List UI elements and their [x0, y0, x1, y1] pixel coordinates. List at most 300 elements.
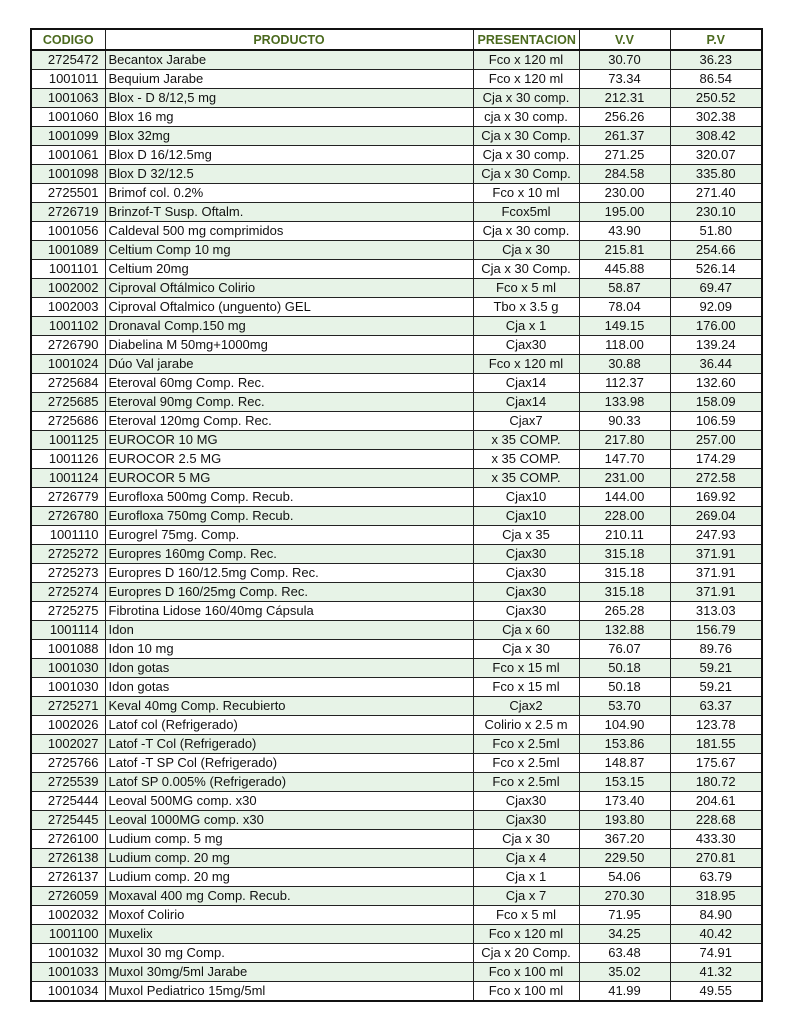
cell-codigo: 1001110 — [31, 526, 105, 545]
cell-pv: 272.58 — [670, 469, 762, 488]
cell-presentacion: Cja x 30 — [473, 241, 579, 260]
cell-producto: Blox 32mg — [105, 127, 473, 146]
cell-pv: 269.04 — [670, 507, 762, 526]
cell-presentacion: Cja x 35 — [473, 526, 579, 545]
cell-vv: 153.15 — [579, 773, 670, 792]
cell-vv: 315.18 — [579, 564, 670, 583]
cell-pv: 313.03 — [670, 602, 762, 621]
table-row — [31, 165, 762, 184]
cell-codigo: 2726790 — [31, 336, 105, 355]
cell-pv: 257.00 — [670, 431, 762, 450]
cell-vv: 50.18 — [579, 678, 670, 697]
header-vv: V.V — [579, 29, 670, 50]
cell-vv: 50.18 — [579, 659, 670, 678]
cell-codigo: 1001088 — [31, 640, 105, 659]
cell-presentacion: Cjax30 — [473, 811, 579, 830]
cell-codigo: 2725686 — [31, 412, 105, 431]
cell-presentacion: Cjax30 — [473, 336, 579, 355]
cell-presentacion: Cja x 30 Comp. — [473, 165, 579, 184]
table-row — [31, 792, 762, 811]
cell-producto: Dúo Val jarabe — [105, 355, 473, 374]
cell-vv: 34.25 — [579, 925, 670, 944]
table-row — [31, 697, 762, 716]
cell-codigo: 1001100 — [31, 925, 105, 944]
cell-codigo: 1002002 — [31, 279, 105, 298]
cell-pv: 63.79 — [670, 868, 762, 887]
table-row — [31, 849, 762, 868]
table-row — [31, 830, 762, 849]
cell-presentacion: Fcox5ml — [473, 203, 579, 222]
cell-pv: 433.30 — [670, 830, 762, 849]
cell-codigo: 2726137 — [31, 868, 105, 887]
table-row — [31, 50, 762, 70]
cell-pv: 139.24 — [670, 336, 762, 355]
cell-presentacion: Cja x 30 comp. — [473, 89, 579, 108]
cell-codigo: 2725271 — [31, 697, 105, 716]
table-row — [31, 602, 762, 621]
cell-pv: 132.60 — [670, 374, 762, 393]
cell-producto: EUROCOR 2.5 MG — [105, 450, 473, 469]
table-row — [31, 982, 762, 1002]
cell-presentacion: Cjax30 — [473, 583, 579, 602]
table-row — [31, 469, 762, 488]
table-row — [31, 279, 762, 298]
cell-producto: Eteroval 120mg Comp. Rec. — [105, 412, 473, 431]
cell-codigo: 1001056 — [31, 222, 105, 241]
cell-codigo: 2726780 — [31, 507, 105, 526]
table-row — [31, 184, 762, 203]
table-row — [31, 811, 762, 830]
cell-pv: 92.09 — [670, 298, 762, 317]
cell-codigo: 1002026 — [31, 716, 105, 735]
cell-producto: Celtium 20mg — [105, 260, 473, 279]
cell-vv: 118.00 — [579, 336, 670, 355]
cell-vv: 30.88 — [579, 355, 670, 374]
cell-vv: 445.88 — [579, 260, 670, 279]
cell-presentacion: Fco x 10 ml — [473, 184, 579, 203]
cell-presentacion: Cja x 60 — [473, 621, 579, 640]
cell-pv: 69.47 — [670, 279, 762, 298]
cell-pv: 335.80 — [670, 165, 762, 184]
cell-presentacion: x 35 COMP. — [473, 469, 579, 488]
table-row — [31, 222, 762, 241]
cell-presentacion: Fco x 120 ml — [473, 925, 579, 944]
table-row — [31, 754, 762, 773]
cell-producto: Muxelix — [105, 925, 473, 944]
table-row — [31, 393, 762, 412]
cell-presentacion: Cja x 30 comp. — [473, 222, 579, 241]
cell-vv: 112.37 — [579, 374, 670, 393]
cell-codigo: 1001030 — [31, 678, 105, 697]
cell-codigo: 2725272 — [31, 545, 105, 564]
table-row — [31, 887, 762, 906]
table-row — [31, 70, 762, 89]
cell-producto: Blox - D 8/12,5 mg — [105, 89, 473, 108]
cell-codigo: 2725444 — [31, 792, 105, 811]
cell-vv: 30.70 — [579, 50, 670, 70]
cell-vv: 367.20 — [579, 830, 670, 849]
cell-producto: Muxol 30 mg Comp. — [105, 944, 473, 963]
table-row — [31, 963, 762, 982]
table-row — [31, 146, 762, 165]
cell-producto: Ludium comp. 20 mg — [105, 868, 473, 887]
cell-producto: Idon gotas — [105, 659, 473, 678]
cell-presentacion: Fco x 120 ml — [473, 355, 579, 374]
cell-presentacion: x 35 COMP. — [473, 431, 579, 450]
table-row — [31, 374, 762, 393]
table-row — [31, 317, 762, 336]
cell-vv: 195.00 — [579, 203, 670, 222]
cell-pv: 84.90 — [670, 906, 762, 925]
cell-presentacion: Cjax10 — [473, 488, 579, 507]
cell-codigo: 1001061 — [31, 146, 105, 165]
cell-vv: 231.00 — [579, 469, 670, 488]
cell-presentacion: Fco x 100 ml — [473, 982, 579, 1002]
table-row — [31, 906, 762, 925]
cell-pv: 63.37 — [670, 697, 762, 716]
cell-codigo: 2726100 — [31, 830, 105, 849]
cell-vv: 104.90 — [579, 716, 670, 735]
cell-producto: Eteroval 60mg Comp. Rec. — [105, 374, 473, 393]
cell-vv: 217.80 — [579, 431, 670, 450]
table-row — [31, 412, 762, 431]
cell-producto: Moxof Colirio — [105, 906, 473, 925]
cell-producto: Bequium Jarabe — [105, 70, 473, 89]
cell-producto: Brimof col. 0.2% — [105, 184, 473, 203]
table-row — [31, 336, 762, 355]
table-body — [31, 50, 762, 1001]
cell-presentacion: Cjax30 — [473, 602, 579, 621]
header-pv: P.V — [670, 29, 762, 50]
cell-pv: 49.55 — [670, 982, 762, 1002]
table-row — [31, 621, 762, 640]
table-row — [31, 868, 762, 887]
cell-producto: Eurofloxa 500mg Comp. Recub. — [105, 488, 473, 507]
cell-codigo: 1001032 — [31, 944, 105, 963]
table-row — [31, 716, 762, 735]
cell-codigo: 2725273 — [31, 564, 105, 583]
header-producto: PRODUCTO — [105, 29, 473, 50]
cell-presentacion: Colirio x 2.5 m — [473, 716, 579, 735]
cell-presentacion: Fco x 2.5ml — [473, 773, 579, 792]
cell-producto: EUROCOR 10 MG — [105, 431, 473, 450]
cell-codigo: 1001030 — [31, 659, 105, 678]
cell-vv: 315.18 — [579, 545, 670, 564]
cell-pv: 371.91 — [670, 564, 762, 583]
table-row — [31, 925, 762, 944]
table-row — [31, 298, 762, 317]
cell-pv: 254.66 — [670, 241, 762, 260]
cell-vv: 230.00 — [579, 184, 670, 203]
cell-producto: Latof SP 0.005% (Refrigerado) — [105, 773, 473, 792]
cell-pv: 158.09 — [670, 393, 762, 412]
table-row — [31, 526, 762, 545]
cell-pv: 176.00 — [670, 317, 762, 336]
cell-codigo: 2725445 — [31, 811, 105, 830]
cell-codigo: 1001099 — [31, 127, 105, 146]
cell-producto: Fibrotina Lidose 160/40mg Cápsula — [105, 602, 473, 621]
cell-vv: 132.88 — [579, 621, 670, 640]
cell-codigo: 1001114 — [31, 621, 105, 640]
table-row — [31, 564, 762, 583]
cell-codigo: 2726059 — [31, 887, 105, 906]
table-row — [31, 659, 762, 678]
cell-vv: 76.07 — [579, 640, 670, 659]
cell-vv: 73.34 — [579, 70, 670, 89]
cell-pv: 41.32 — [670, 963, 762, 982]
cell-codigo: 1002027 — [31, 735, 105, 754]
cell-pv: 156.79 — [670, 621, 762, 640]
cell-producto: Idon 10 mg — [105, 640, 473, 659]
cell-pv: 308.42 — [670, 127, 762, 146]
cell-codigo: 2725685 — [31, 393, 105, 412]
cell-pv: 270.81 — [670, 849, 762, 868]
cell-codigo: 1001102 — [31, 317, 105, 336]
cell-presentacion: Cja x 30 — [473, 830, 579, 849]
cell-codigo: 1001024 — [31, 355, 105, 374]
cell-producto: Muxol 30mg/5ml Jarabe — [105, 963, 473, 982]
table-row — [31, 450, 762, 469]
cell-producto: Blox D 16/12.5mg — [105, 146, 473, 165]
cell-codigo: 1002032 — [31, 906, 105, 925]
cell-vv: 144.00 — [579, 488, 670, 507]
cell-producto: Celtium Comp 10 mg — [105, 241, 473, 260]
cell-pv: 169.92 — [670, 488, 762, 507]
cell-vv: 271.25 — [579, 146, 670, 165]
cell-producto: Diabelina M 50mg+1000mg — [105, 336, 473, 355]
table-row — [31, 583, 762, 602]
cell-codigo: 2725275 — [31, 602, 105, 621]
cell-producto: Muxol Pediatrico 15mg/5ml — [105, 982, 473, 1002]
cell-pv: 59.21 — [670, 678, 762, 697]
cell-producto: Becantox Jarabe — [105, 50, 473, 70]
table-row — [31, 488, 762, 507]
cell-vv: 35.02 — [579, 963, 670, 982]
cell-vv: 284.58 — [579, 165, 670, 184]
cell-presentacion: Cjax14 — [473, 374, 579, 393]
cell-producto: Eurofloxa 750mg Comp. Recub. — [105, 507, 473, 526]
table-row — [31, 260, 762, 279]
cell-producto: Latof col (Refrigerado) — [105, 716, 473, 735]
cell-pv: 180.72 — [670, 773, 762, 792]
table-row — [31, 735, 762, 754]
cell-codigo: 1001098 — [31, 165, 105, 184]
cell-pv: 302.38 — [670, 108, 762, 127]
table-row — [31, 108, 762, 127]
cell-producto: Dronaval Comp.150 mg — [105, 317, 473, 336]
cell-presentacion: Cja x 30 Comp. — [473, 127, 579, 146]
cell-pv: 89.76 — [670, 640, 762, 659]
cell-vv: 265.28 — [579, 602, 670, 621]
cell-vv: 149.15 — [579, 317, 670, 336]
table-row — [31, 127, 762, 146]
cell-vv: 215.81 — [579, 241, 670, 260]
cell-presentacion: Fco x 15 ml — [473, 678, 579, 697]
cell-vv: 173.40 — [579, 792, 670, 811]
cell-codigo: 2725501 — [31, 184, 105, 203]
cell-vv: 43.90 — [579, 222, 670, 241]
cell-presentacion: Cjax30 — [473, 545, 579, 564]
table-row — [31, 507, 762, 526]
cell-presentacion: Cja x 30 Comp. — [473, 260, 579, 279]
cell-codigo: 2725274 — [31, 583, 105, 602]
cell-vv: 54.06 — [579, 868, 670, 887]
cell-codigo: 1001060 — [31, 108, 105, 127]
cell-presentacion: Fco x 120 ml — [473, 50, 579, 70]
cell-pv: 247.93 — [670, 526, 762, 545]
cell-pv: 318.95 — [670, 887, 762, 906]
table-row — [31, 678, 762, 697]
cell-presentacion: cja x 30 comp. — [473, 108, 579, 127]
cell-presentacion: Cjax2 — [473, 697, 579, 716]
cell-codigo: 1002003 — [31, 298, 105, 317]
cell-pv: 123.78 — [670, 716, 762, 735]
cell-presentacion: Cjax30 — [473, 792, 579, 811]
cell-codigo: 1001033 — [31, 963, 105, 982]
cell-codigo: 1001063 — [31, 89, 105, 108]
cell-presentacion: Cja x 4 — [473, 849, 579, 868]
cell-codigo: 2725539 — [31, 773, 105, 792]
cell-codigo: 2725684 — [31, 374, 105, 393]
cell-pv: 371.91 — [670, 583, 762, 602]
cell-presentacion: Tbo x 3.5 g — [473, 298, 579, 317]
cell-codigo: 1001126 — [31, 450, 105, 469]
table-row — [31, 241, 762, 260]
cell-pv: 74.91 — [670, 944, 762, 963]
cell-producto: Ludium comp. 20 mg — [105, 849, 473, 868]
cell-vv: 53.70 — [579, 697, 670, 716]
cell-pv: 36.23 — [670, 50, 762, 70]
table-row — [31, 431, 762, 450]
cell-vv: 153.86 — [579, 735, 670, 754]
cell-producto: Europres D 160/25mg Comp. Rec. — [105, 583, 473, 602]
table-row — [31, 545, 762, 564]
cell-presentacion: Fco x 2.5ml — [473, 735, 579, 754]
cell-pv: 320.07 — [670, 146, 762, 165]
cell-producto: Blox D 32/12.5 — [105, 165, 473, 184]
cell-producto: Moxaval 400 mg Comp. Recub. — [105, 887, 473, 906]
cell-producto: Europres 160mg Comp. Rec. — [105, 545, 473, 564]
cell-producto: Ludium comp. 5 mg — [105, 830, 473, 849]
cell-producto: Idon gotas — [105, 678, 473, 697]
header-presentacion: PRESENTACION — [473, 29, 579, 50]
header-row — [31, 29, 762, 50]
cell-vv: 229.50 — [579, 849, 670, 868]
cell-presentacion: Fco x 15 ml — [473, 659, 579, 678]
cell-codigo: 2725472 — [31, 50, 105, 70]
table-row — [31, 355, 762, 374]
cell-presentacion: Cjax30 — [473, 564, 579, 583]
cell-pv: 271.40 — [670, 184, 762, 203]
cell-producto: Leoval 500MG comp. x30 — [105, 792, 473, 811]
cell-producto: Europres D 160/12.5mg Comp. Rec. — [105, 564, 473, 583]
cell-vv: 212.31 — [579, 89, 670, 108]
cell-presentacion: Cja x 1 — [473, 317, 579, 336]
cell-pv: 86.54 — [670, 70, 762, 89]
cell-presentacion: Cja x 20 Comp. — [473, 944, 579, 963]
cell-codigo: 1001124 — [31, 469, 105, 488]
cell-producto: EUROCOR 5 MG — [105, 469, 473, 488]
cell-presentacion: Fco x 100 ml — [473, 963, 579, 982]
cell-pv: 51.80 — [670, 222, 762, 241]
cell-presentacion: Cjax10 — [473, 507, 579, 526]
table-row — [31, 640, 762, 659]
cell-pv: 59.21 — [670, 659, 762, 678]
cell-producto: Blox 16 mg — [105, 108, 473, 127]
cell-pv: 204.61 — [670, 792, 762, 811]
cell-vv: 261.37 — [579, 127, 670, 146]
cell-pv: 181.55 — [670, 735, 762, 754]
cell-presentacion: Cja x 30 comp. — [473, 146, 579, 165]
cell-codigo: 2725766 — [31, 754, 105, 773]
cell-codigo: 1001125 — [31, 431, 105, 450]
cell-codigo: 1001089 — [31, 241, 105, 260]
cell-codigo: 1001034 — [31, 982, 105, 1002]
cell-vv: 78.04 — [579, 298, 670, 317]
table-row — [31, 944, 762, 963]
header-codigo: CODIGO — [31, 29, 105, 50]
cell-presentacion: x 35 COMP. — [473, 450, 579, 469]
cell-pv: 228.68 — [670, 811, 762, 830]
table-row — [31, 89, 762, 108]
cell-codigo: 2726138 — [31, 849, 105, 868]
cell-presentacion: Fco x 5 ml — [473, 279, 579, 298]
cell-producto: Eurogrel 75mg. Comp. — [105, 526, 473, 545]
cell-presentacion: Cja x 30 — [473, 640, 579, 659]
cell-vv: 41.99 — [579, 982, 670, 1002]
cell-codigo: 2726779 — [31, 488, 105, 507]
cell-presentacion: Cjax7 — [473, 412, 579, 431]
cell-producto: Ciproval Oftálmico Colirio — [105, 279, 473, 298]
cell-pv: 250.52 — [670, 89, 762, 108]
cell-vv: 228.00 — [579, 507, 670, 526]
table-row — [31, 773, 762, 792]
price-list-table — [30, 28, 763, 1002]
cell-pv: 40.42 — [670, 925, 762, 944]
cell-vv: 193.80 — [579, 811, 670, 830]
cell-vv: 147.70 — [579, 450, 670, 469]
cell-producto: Caldeval 500 mg comprimidos — [105, 222, 473, 241]
cell-pv: 526.14 — [670, 260, 762, 279]
cell-codigo: 2726719 — [31, 203, 105, 222]
cell-vv: 148.87 — [579, 754, 670, 773]
cell-codigo: 1001011 — [31, 70, 105, 89]
cell-presentacion: Fco x 2.5ml — [473, 754, 579, 773]
cell-producto: Keval 40mg Comp. Recubierto — [105, 697, 473, 716]
cell-producto: Brinzof-T Susp. Oftalm. — [105, 203, 473, 222]
cell-producto: Ciproval Oftalmico (unguento) GEL — [105, 298, 473, 317]
cell-pv: 106.59 — [670, 412, 762, 431]
cell-producto: Eteroval 90mg Comp. Rec. — [105, 393, 473, 412]
cell-vv: 133.98 — [579, 393, 670, 412]
cell-producto: Latof -T SP Col (Refrigerado) — [105, 754, 473, 773]
cell-vv: 90.33 — [579, 412, 670, 431]
cell-presentacion: Cja x 1 — [473, 868, 579, 887]
table-row — [31, 203, 762, 222]
cell-pv: 36.44 — [670, 355, 762, 374]
cell-vv: 71.95 — [579, 906, 670, 925]
cell-pv: 371.91 — [670, 545, 762, 564]
cell-vv: 256.26 — [579, 108, 670, 127]
cell-presentacion: Fco x 5 ml — [473, 906, 579, 925]
cell-producto: Latof -T Col (Refrigerado) — [105, 735, 473, 754]
cell-vv: 315.18 — [579, 583, 670, 602]
cell-vv: 63.48 — [579, 944, 670, 963]
cell-producto: Idon — [105, 621, 473, 640]
cell-pv: 230.10 — [670, 203, 762, 222]
cell-vv: 58.87 — [579, 279, 670, 298]
cell-pv: 175.67 — [670, 754, 762, 773]
